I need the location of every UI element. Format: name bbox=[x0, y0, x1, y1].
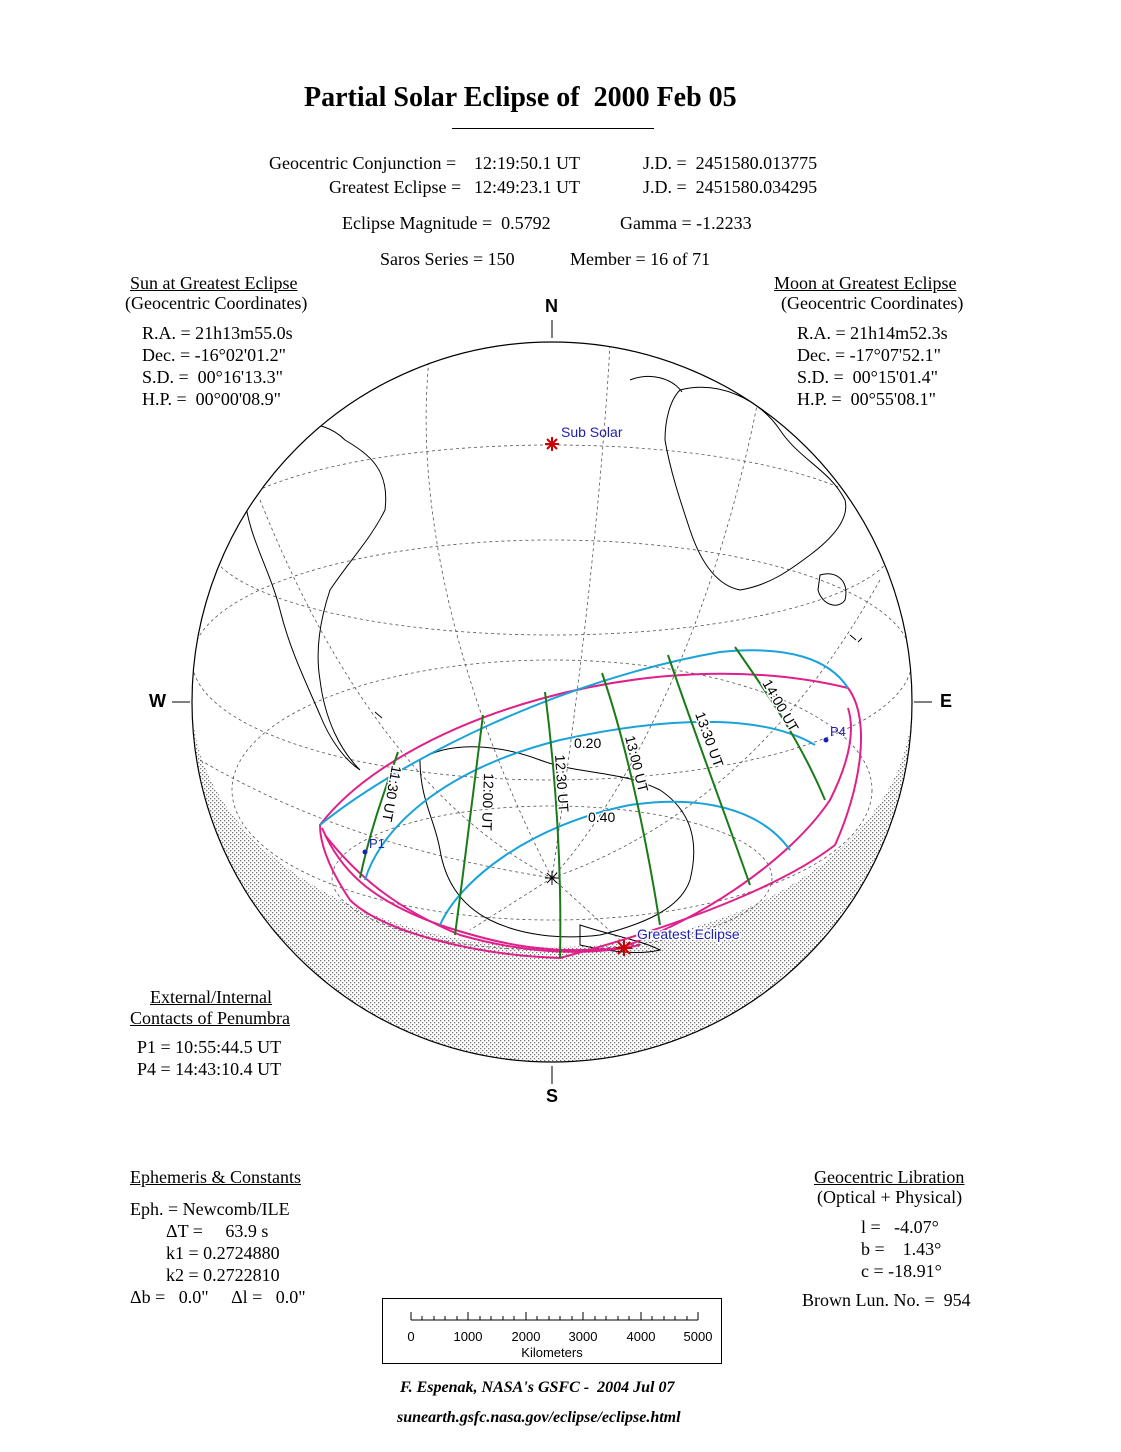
time-label-1300: 13:00 UT bbox=[622, 733, 652, 794]
eclipse-magnitude: Eclipse Magnitude = 0.5792 bbox=[342, 213, 551, 233]
conjunction-jd: J.D. = 2451580.013775 bbox=[643, 153, 818, 173]
scale-tick-3000: 3000 bbox=[568, 1329, 598, 1344]
time-label-1230: 12:30 UT bbox=[552, 754, 572, 813]
magnitude-label-020: 0.20 bbox=[574, 735, 602, 751]
sub-solar-marker bbox=[545, 437, 559, 451]
ephemeris-delta-b-l: Δb = 0.0" Δl = 0.0" bbox=[130, 1287, 306, 1307]
sun-title: Sun at Greatest Eclipse bbox=[130, 273, 298, 293]
moon-subtitle: (Geocentric Coordinates) bbox=[781, 293, 964, 313]
scale-box bbox=[382, 1298, 722, 1364]
moon-hp: H.P. = 00°55'08.1" bbox=[797, 389, 936, 409]
time-line-1330 bbox=[668, 655, 750, 885]
contacts-title-1: External/Internal bbox=[150, 987, 272, 1007]
p1-label: P1 bbox=[369, 836, 385, 851]
sun-hp: H.P. = 00°00'08.9" bbox=[142, 389, 281, 409]
libration-l: l = -4.07° bbox=[861, 1217, 939, 1237]
ephemeris-eph: Eph. = Newcomb/ILE bbox=[130, 1199, 290, 1219]
saros-series: Saros Series = 150 bbox=[380, 249, 515, 269]
scale-tick-0: 0 bbox=[407, 1329, 415, 1344]
scale-tick-1000: 1000 bbox=[453, 1329, 483, 1344]
compass-east: E bbox=[940, 691, 953, 711]
libration-subtitle: (Optical + Physical) bbox=[817, 1187, 963, 1207]
credit-author: F. Espenak, NASA's GSFC - 2004 Jul 07 bbox=[400, 1379, 675, 1396]
p4-label: P4 bbox=[830, 724, 846, 739]
contact-p1: P1 = 10:55:44.5 UT bbox=[137, 1037, 282, 1057]
ephemeris-k2: k2 = 0.2722810 bbox=[166, 1265, 280, 1285]
magnitude-label-040: 0.40 bbox=[588, 809, 616, 825]
ephemeris-k1: k1 = 0.2724880 bbox=[166, 1243, 280, 1263]
ephemeris-title: Ephemeris & Constants bbox=[130, 1167, 301, 1187]
map-center-marker bbox=[545, 871, 559, 885]
compass-north: N bbox=[545, 296, 558, 316]
saros-member: Member = 16 of 71 bbox=[570, 249, 711, 269]
time-line-1300 bbox=[602, 673, 660, 925]
sun-sd: S.D. = 00°16'13.3" bbox=[142, 367, 283, 387]
libration-c: c = -18.91° bbox=[861, 1261, 942, 1281]
ephemeris-delta-t: ΔT = 63.9 s bbox=[166, 1221, 269, 1241]
scale-tick-4000: 4000 bbox=[626, 1329, 656, 1344]
greatest-eclipse-marker bbox=[616, 940, 632, 956]
time-label-1330: 13:30 UT bbox=[692, 709, 727, 770]
contact-p4: P4 = 14:43:10.4 UT bbox=[137, 1059, 282, 1079]
scale-tick-5000: 5000 bbox=[683, 1329, 713, 1344]
time-label-1130: 11:30 UT bbox=[379, 764, 405, 823]
south-america-outline bbox=[245, 424, 386, 770]
conjunction-time: 12:19:50.1 UT bbox=[474, 153, 580, 173]
greatest-time: 12:49:23.1 UT bbox=[474, 177, 580, 197]
time-line-1230 bbox=[545, 692, 560, 958]
greatest-label: Greatest Eclipse = bbox=[329, 177, 462, 197]
conjunction-label: Geocentric Conjunction = bbox=[269, 153, 457, 173]
time-line-1200 bbox=[455, 715, 483, 935]
sun-dec: Dec. = -16°02'01.2" bbox=[142, 345, 286, 365]
greatest-jd: J.D. = 2451580.034295 bbox=[643, 177, 818, 197]
moon-sd: S.D. = 00°15'01.4" bbox=[797, 367, 938, 387]
moon-title: Moon at Greatest Eclipse bbox=[774, 273, 957, 293]
p1-point bbox=[363, 850, 368, 855]
sun-subtitle: (Geocentric Coordinates) bbox=[125, 293, 308, 313]
sub-solar-label: Sub Solar bbox=[561, 424, 623, 440]
libration-title: Geocentric Libration bbox=[814, 1167, 965, 1187]
gamma-value: Gamma = -1.2233 bbox=[620, 213, 752, 233]
credit-url: sunearth.gsfc.nasa.gov/eclipse/eclipse.html bbox=[397, 1409, 681, 1426]
sun-ra: R.A. = 21h13m55.0s bbox=[142, 323, 293, 343]
time-label-1200: 12:00 UT bbox=[478, 772, 497, 832]
libration-b: b = 1.43° bbox=[861, 1239, 942, 1259]
moon-dec: Dec. = -17°07'52.1" bbox=[797, 345, 941, 365]
compass-south: S bbox=[546, 1086, 559, 1106]
greatest-eclipse-label: Greatest Eclipse bbox=[637, 926, 740, 942]
p4-point bbox=[824, 738, 829, 743]
moon-ra: R.A. = 21h14m52.3s bbox=[797, 323, 948, 343]
scale-unit: Kilometers bbox=[521, 1345, 583, 1360]
page-title: Partial Solar Eclipse of 2000 Feb 05 bbox=[304, 82, 737, 113]
contacts-title-2: Contacts of Penumbra bbox=[130, 1008, 290, 1028]
brown-lunation-number: Brown Lun. No. = 954 bbox=[802, 1290, 971, 1310]
scale-tick-2000: 2000 bbox=[511, 1329, 541, 1344]
compass-west: W bbox=[149, 691, 166, 711]
time-label-1400: 14:00 UT bbox=[759, 676, 803, 735]
africa-outline bbox=[665, 387, 846, 590]
graticule bbox=[192, 345, 912, 950]
